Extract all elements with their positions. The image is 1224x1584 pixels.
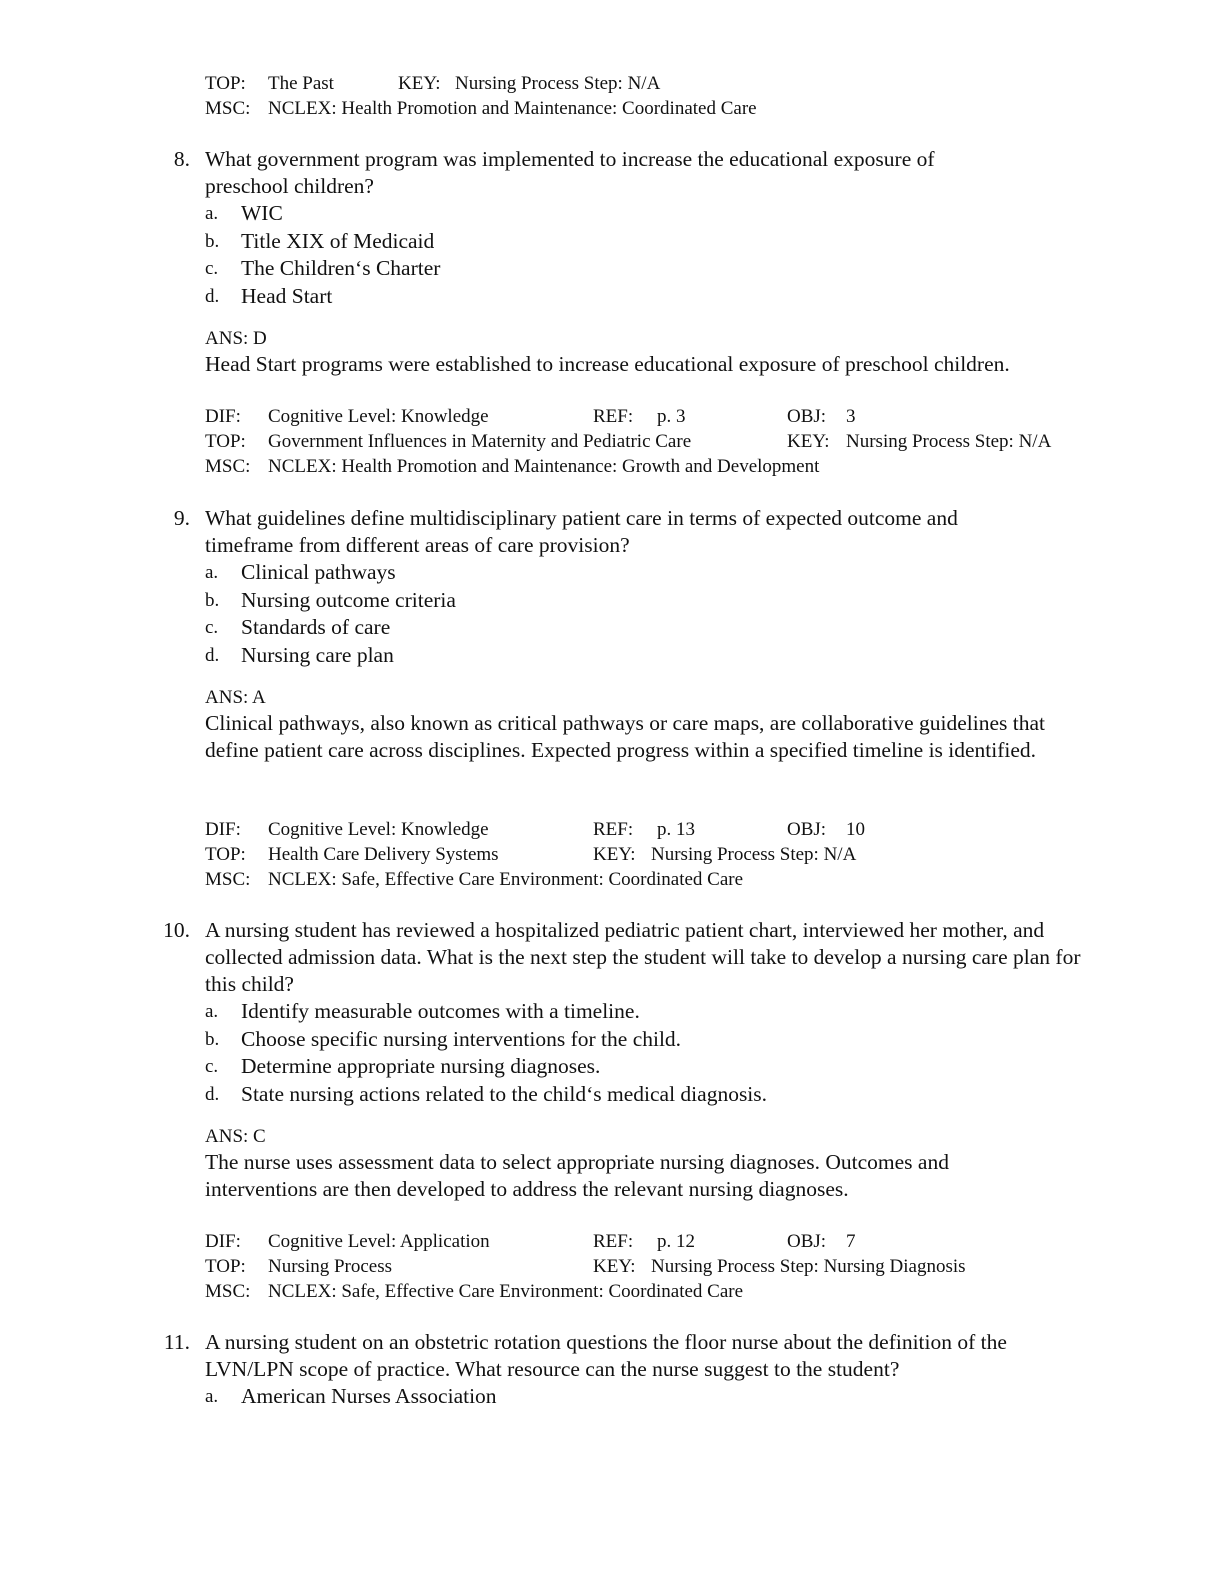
top-label: TOP: [205,844,246,865]
question-stem: What guidelines define multidisciplinary patient care in terms of expected outcome and timeframe from different areas of care provision? [205,506,958,557]
ref-label: REF: [593,1231,634,1252]
answer-key: ANS: D [205,328,267,349]
ref-value: p. 3 [657,406,686,427]
msc-value: NCLEX: Health Promotion and Maintenance: Growth and Development [268,456,820,477]
obj-label: OBJ: [787,819,827,840]
answer-key: ANS: A [205,687,266,708]
question-number: 10. [163,918,190,942]
obj-value: 7 [846,1231,856,1252]
top-value: The Past [268,73,334,94]
rationale: Clinical pathways, also known as critical pathways or care maps, are collaborative guidelines that define patient care across disciplines. Expected progress within a specified timeline is identified. [205,711,1046,762]
ref-label: REF: [593,819,634,840]
option-letter: a. [205,1001,219,1022]
dif-label: DIF: [205,819,241,840]
option-text: WIC [241,201,283,225]
option-text: American Nurses Association [241,1384,497,1408]
option-text: Head Start [241,283,333,308]
option-letter: d. [205,644,220,666]
option-text: Nursing care plan [241,642,394,667]
option-letter: a. [205,562,219,583]
option-letter: b. [205,589,220,611]
rationale: Head Start programs were established to increase educational exposure of preschool children. [205,352,1010,376]
dif-label: DIF: [205,1231,241,1252]
top-label: TOP: [205,73,246,94]
dif-label: DIF: [205,406,241,427]
dif-value: Cognitive Level: Knowledge [268,406,489,427]
question-stem: What government program was implemented to increase the educational exposure of preschool children? [205,147,935,198]
top-value: Government Influences in Maternity and Pediatric Care [268,431,692,452]
option-text: Identify measurable outcomes with a timeline. [241,999,640,1023]
msc-value: NCLEX: Safe, Effective Care Environment: Coordinated Care [268,1281,744,1302]
option-text: Clinical pathways [241,560,396,584]
option-letter: b. [205,230,220,252]
answer-key: ANS: C [205,1126,266,1147]
option-text: Nursing outcome criteria [241,587,456,612]
option-letter: a. [205,1386,219,1407]
question-stem: A nursing student has reviewed a hospitalized pediatric patient chart, interviewed her mother, and collected admission data. What is the next step the student will take to develop a nursing care plan for this child? [205,918,1081,996]
key-value: Nursing Process Step: N/A [651,844,857,865]
option-text: Title XIX of Medicaid [241,228,435,253]
question-number: 8. [173,147,190,171]
top-label: TOP: [205,1256,246,1277]
dif-value: Cognitive Level: Application [268,1231,490,1252]
msc-value: NCLEX: Health Promotion and Maintenance: Coordinated Care [268,98,757,119]
msc-value: NCLEX: Safe, Effective Care Environment: Coordinated Care [268,869,744,890]
option-text: Choose specific nursing interventions for the child. [241,1026,682,1051]
top-label: TOP: [205,431,246,452]
key-label: KEY: [787,431,830,452]
option-letter: c. [205,258,219,279]
option-letter: a. [205,203,219,224]
option-letter: c. [205,617,219,638]
question-number: 11. [163,1330,190,1354]
key-label: KEY: [593,1256,636,1277]
key-label: KEY: [398,73,441,94]
key-value: Nursing Process Step: N/A [846,431,1052,452]
ref-value: p. 13 [657,819,695,840]
key-value: Nursing Process Step: N/A [455,73,661,94]
option-letter: b. [205,1028,220,1050]
question-stem: A nursing student on an obstetric rotation questions the floor nurse about the definition of the LVN/LPN scope of practice. What resource can the nurse suggest to the student? [205,1330,1007,1381]
ref-label: REF: [593,406,634,427]
top-value: Nursing Process [268,1256,393,1277]
top-value: Health Care Delivery Systems [268,844,499,865]
obj-value: 3 [846,406,856,427]
option-text: The Children‘s Charter [241,256,441,280]
msc-label: MSC: [205,869,251,890]
option-letter: c. [205,1056,219,1077]
key-value: Nursing Process Step: Nursing Diagnosis [651,1256,966,1277]
rationale: The nurse uses assessment data to select appropriate nursing diagnoses. Outcomes and interventions are then developed to address the relevant nursing diagnoses. [205,1150,949,1201]
option-text: State nursing actions related to the child‘s medical diagnosis. [241,1081,768,1106]
key-label: KEY: [593,844,636,865]
msc-label: MSC: [205,1281,251,1302]
msc-label: MSC: [205,98,251,119]
ref-value: p. 12 [657,1231,695,1252]
option-letter: d. [205,1083,220,1105]
dif-value: Cognitive Level: Knowledge [268,819,489,840]
msc-label: MSC: [205,456,251,477]
obj-label: OBJ: [787,406,827,427]
option-text: Standards of care [241,615,391,639]
obj-label: OBJ: [787,1231,827,1252]
option-letter: d. [205,285,220,307]
option-text: Determine appropriate nursing diagnoses. [241,1054,601,1078]
question-number: 9. [173,506,190,530]
obj-value: 10 [846,819,865,840]
